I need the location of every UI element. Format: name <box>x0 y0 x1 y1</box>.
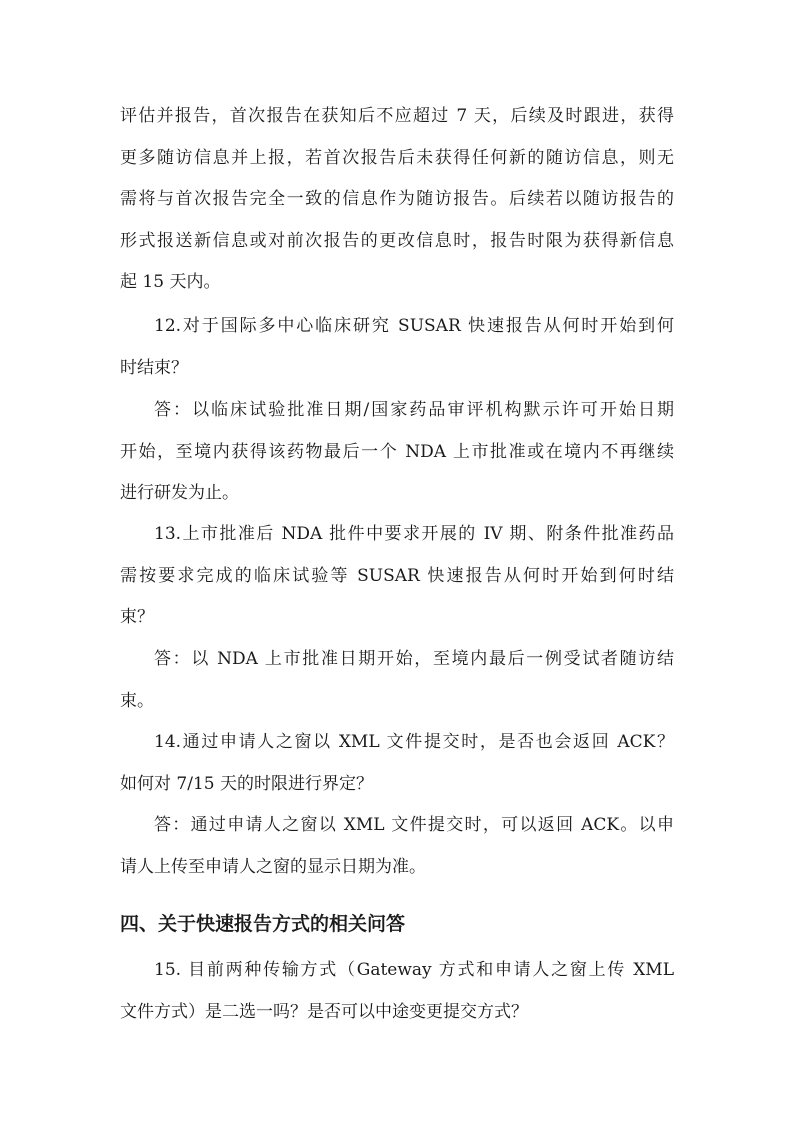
text-line: 更多随访信息并上报，若首次报告后未获得任何新的随访信息，则无 <box>120 147 674 168</box>
text-line: 时结束？ <box>120 357 188 378</box>
text-line: 进行研发为止。 <box>120 483 239 503</box>
text-line: 需按要求完成的临床试验等 SUSAR 快速报告从何时开始到何时结 <box>120 565 674 586</box>
question-13 <box>120 514 674 639</box>
text-line: 文件方式）是二选一吗？是否可以中途变更提交方式？ <box>120 1001 528 1022</box>
answer-12 <box>120 390 674 515</box>
paragraph-answer-11-continued <box>120 96 674 304</box>
text-line: 束。 <box>120 690 154 711</box>
text-line: 形式报送新信息或对前次报告的更改信息时，报告时限为获得新信息 <box>120 230 674 251</box>
text-line: 15. 目前两种传输方式（Gateway 方式和申请人之窗上传 XML <box>154 960 674 980</box>
text-line: 请人上传至申请人之窗的显示日期为准。 <box>120 856 426 877</box>
question-14 <box>120 722 674 805</box>
text-line: 13.上市批准后 NDA 批件中要求开展的 IV 期、附条件批准药品 <box>154 524 674 544</box>
text-line: 起 15 天内。 <box>120 272 221 292</box>
text-line: 开始，至境内获得该药物最后一个 NDA 上市批准或在境内不再继续 <box>120 441 674 462</box>
text-line: 束？ <box>120 607 154 627</box>
text-line: 答：以 NDA 上市批准日期开始，至境内最后一例受试者随访结 <box>154 649 674 669</box>
question-15 <box>120 950 674 1033</box>
text-line: 答：通过申请人之窗以 XML 文件提交时，可以返回 ACK。以申 <box>154 815 674 835</box>
text-line: 如何对 7/15 天的时限进行界定？ <box>120 773 373 794</box>
answer-14 <box>120 805 674 888</box>
question-12 <box>120 306 674 389</box>
text-line: 14.通过申请人之窗以 XML 文件提交时，是否也会返回 ACK？ <box>154 732 674 752</box>
text-line: 答：以临床试验批准日期/国家药品审评机构默示许可开始日期 <box>154 400 674 420</box>
answer-13 <box>120 639 674 722</box>
text-line: 12.对于国际多中心临床研究 SUSAR 快速报告从何时开始到何 <box>154 316 674 336</box>
text-line: 需将与首次报告完全一致的信息作为随访报告。后续若以随访报告的 <box>120 189 674 209</box>
section-heading: 四、关于快速报告方式的相关问答 <box>120 913 406 935</box>
text-line: 评估并报告，首次报告在获知后不应超过 7 天，后续及时跟进，获得 <box>120 106 674 126</box>
